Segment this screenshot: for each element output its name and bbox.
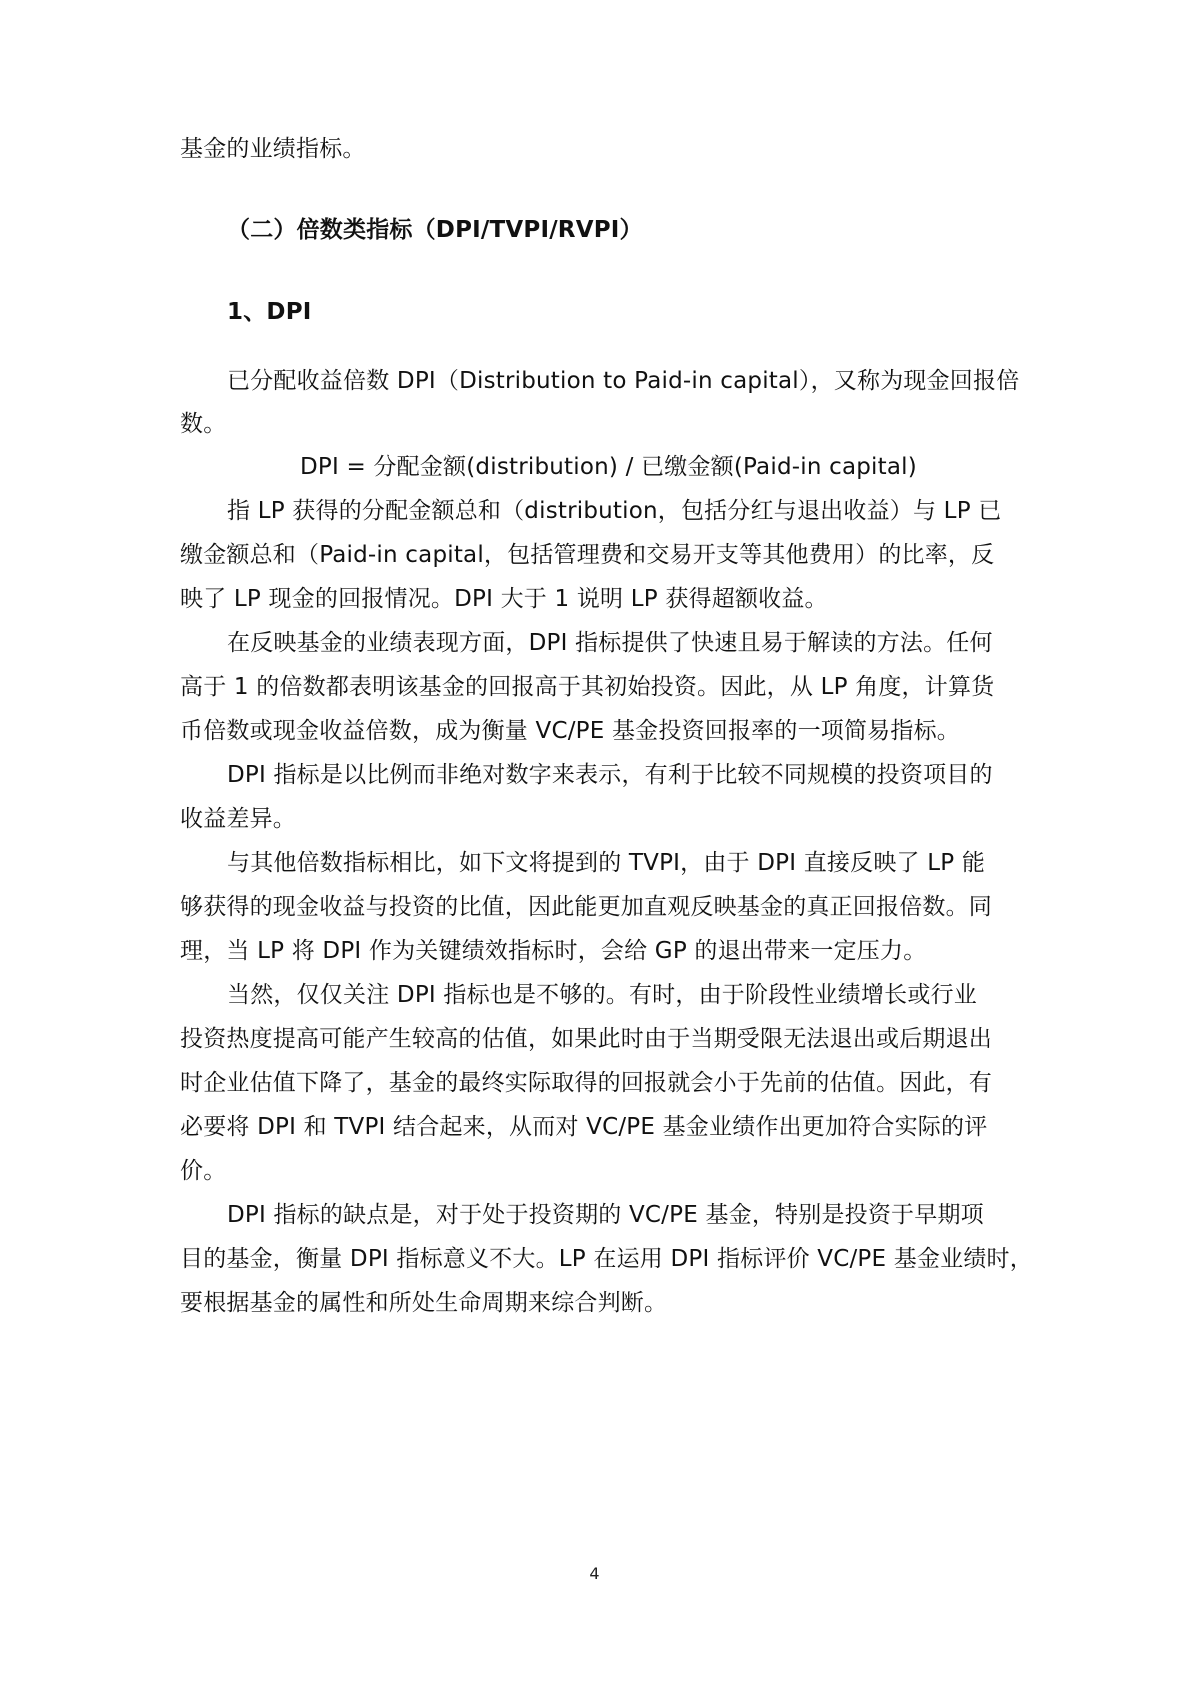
paragraph-5-line-4: 必要将 DPI 和 TVPI 结合起来，从而对 VC/PE 基金业绩作出更加符合实际的评: [180, 1114, 988, 1140]
paragraph-1-line-2: 缴金额总和（Paid-in capital，包括管理费和交易开支等其他费用）的比率，反: [180, 542, 995, 568]
intro-tail: 基金的业绩指标。: [180, 136, 366, 162]
page-number: 4: [589, 1564, 600, 1583]
definition-line-2: 数。: [180, 411, 227, 437]
paragraph-5-line-5: 价。: [180, 1158, 227, 1184]
paragraph-3-line-1: DPI 指标是以比例而非绝对数字来表示，有利于比较不同规模的投资项目的: [227, 762, 993, 788]
paragraph-5-line-2: 投资热度提高可能产生较高的估值，如果此时由于当期受限无法退出或后期退出: [180, 1026, 992, 1052]
paragraph-5-line-1: 当然，仅仅关注 DPI 指标也是不够的。有时，由于阶段性业绩增长或行业: [227, 982, 977, 1008]
paragraph-6-line-2: 目的基金，衡量 DPI 指标意义不大。LP 在运用 DPI 指标评价 VC/PE 基金业绩时，: [180, 1246, 1033, 1272]
paragraph-4-line-1: 与其他倍数指标相比，如下文将提到的 TVPI，由于 DPI 直接反映了 LP 能: [227, 850, 986, 876]
paragraph-5-line-3: 时企业估值下降了，基金的最终实际取得的回报就会小于先前的估值。因此，有: [180, 1070, 992, 1096]
paragraph-6-line-3: 要根据基金的属性和所处生命周期来综合判断。: [180, 1290, 668, 1316]
paragraph-6-line-1: DPI 指标的缺点是，对于处于投资期的 VC/PE 基金，特别是投资于早期项: [227, 1202, 984, 1228]
section-heading: （二）倍数类指标（DPI/TVPI/RVPI）: [227, 217, 643, 243]
subsection-heading: 1、DPI: [227, 299, 312, 325]
paragraph-4-line-3: 理，当 LP 将 DPI 作为关键绩效指标时，会给 GP 的退出带来一定压力。: [180, 938, 927, 964]
paragraph-4-line-2: 够获得的现金收益与投资的比值，因此能更加直观反映基金的真正回报倍数。同: [180, 894, 992, 920]
paragraph-2-line-1: 在反映基金的业绩表现方面，DPI 指标提供了快速且易于解读的方法。任何: [227, 630, 993, 656]
paragraph-2-line-2: 高于 1 的倍数都表明该基金的回报高于其初始投资。因此，从 LP 角度，计算货: [180, 674, 995, 700]
paragraph-1-line-3: 映了 LP 现金的回报情况。DPI 大于 1 说明 LP 获得超额收益。: [180, 586, 828, 612]
paragraph-2-line-3: 币倍数或现金收益倍数，成为衡量 VC/PE 基金投资回报率的一项简易指标。: [180, 718, 960, 744]
paragraph-3-line-2: 收益差异。: [180, 806, 296, 832]
paragraph-1-line-1: 指 LP 获得的分配金额总和（distribution，包括分红与退出收益）与 LP 已: [227, 498, 1002, 524]
dpi-formula: DPI = 分配金额(distribution) / 已缴金额(Paid-in capital): [300, 454, 917, 480]
definition-line-1: 已分配收益倍数 DPI（Distribution to Paid-in capital），又称为现金回报倍: [227, 368, 1020, 394]
